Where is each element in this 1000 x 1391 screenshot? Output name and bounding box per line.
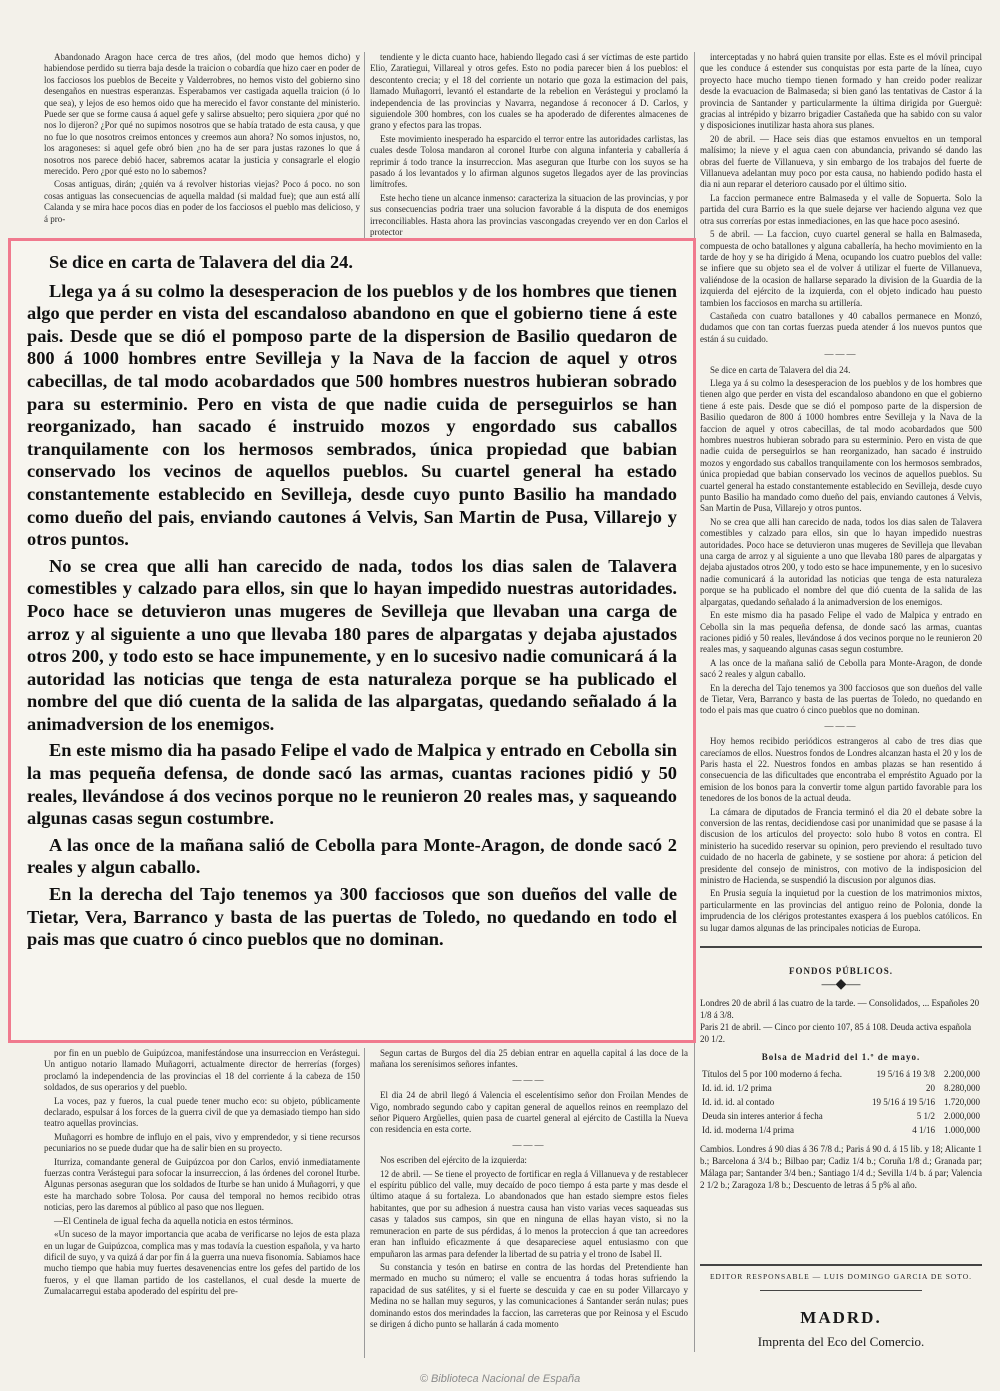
paragraph: Su constancia y tesón en batirse en contra de las hordas del Pretendiente han mermado en mucho su número; el valle se encuentra á todas horas sufriendo la rapacidad de sus satélites, y si el fuerte se descuida y cae en su poder Villarcayo y Medina no se hallan muy seguros, y las comunicaciones á Santander serán nulas; pues dominando estos dos merindades la faccion, las carreteras que por Reinosa y el Escudo se dirigen á dicho punto se hallarán á cada momento	[370, 1261, 688, 1329]
table-cell: Id. id. id. al contado	[702, 1097, 775, 1107]
table-cell: 19 5/16 á 19 3/8	[876, 1069, 936, 1079]
section-rule	[760, 1290, 922, 1291]
table-cell: 8.280,000	[944, 1083, 980, 1093]
paragraph: El dia 24 de abril llegó á Valencia el escelentísimo señor don Froilan Mendes de Vigo, nombrado segundo cabo y capitan general de aquellos reinos en reemplazo del señor Piquero Argüelles, quien pasa de cuartel general al ejército de Castilla la Nueva con residencia en esta corte.	[370, 1090, 688, 1135]
article-paragraph: No se crea que alli han carecido de nada, todos los dias salen de Talavera comestibles y calzado para ellos, sin que lo hayan impedido nuestras autoridades. Poco hace se detuvieron unas mugeres de Sevilleja que llevaban una carga de arroz y al siguiente a uno que llevaba 180 pares de alpargatas y dejaba ajustados otros 200, y todo esto se hace impunemente, y en lo sucesivo nadie comunicará á la autoridad las noticias que tenga de esta naturaleza porque se ha publicado el nombre del que dió cuenta de la salida de las alpargatas, quedando señalado á la animadversion de los enemigos.	[27, 555, 677, 734]
table-row	[700, 1067, 982, 1081]
section-divider: ———	[824, 349, 858, 360]
table-cell: 2.000,000	[944, 1111, 980, 1121]
paragraph: A las once de la mañana salió de Cebolla para Monte-Aragon, de donde sacó 2 reales y algun caballo.	[700, 657, 982, 680]
paragraph: La cámara de diputados de Francia terminó el dia 20 el debate sobre la conversion de las rentas, decidiendose casi por unanimidad que se pasase á la discusion de los artículos del proyecto: solo hubo 8 votos en contra. El ministerio ha sucedido reservar su opinion, pero previendo el resultado tuvo cuidado de no hacerla de gabinete, y se sostiene por ahora: á peticion del presidente del consejo de ministros, con motivo de la indisposicion del ministro de Hacienda, se suspendió la discusion por algunos dias.	[700, 806, 982, 886]
table-cell: Títulos del 5 por 100 moderno á fecha.	[702, 1069, 842, 1079]
fondos-title: FONDOS PÚBLICOS.	[788, 966, 893, 976]
paragraph: Este hecho tiene un alcance inmenso: caracteriza la situacion de las provincias, y por sus consecuencias podria traer una solucion favorable á la disputa de dos enemigos irreconciliables. Hasta ahora las provincias vascongadas creyendo ver en don Carlos el protector	[370, 192, 688, 238]
bolsa-title: Bolsa de Madrid del 1.º de mayo.	[761, 1052, 921, 1062]
editor-line: EDITOR RESPONSABLE — LUIS DOMINGO GARCIA DE SOTO.	[709, 1272, 973, 1281]
paragraph: Abandonado Aragon hace cerca de tres años, (del modo que hemos dicho) y habiendose perdido su tierra baja desde la traicion o cobardía que hizo caer en poder de los facciosos los pueblos de Beceite y Valderrobres, no hemos visto del gobierno sino desengaños en nuestras esperanzas. Esperabamos ver castigada aquella traicion (ó lo que sea), y lejos de eso hemos oido que ha merecido el favor constante del ministerio. Puede ser que se forme causa á aquel gefe y salirse absuelto; pero siquiera ¿por qué no nos lo dijeron? ¿Por qué no supimos nosotros que se había tratado de esta causa, y que no fue lo que nosotros creimos entonces y creemos aun ahora? No somos injustos, no, los aragoneses: si aquel gefe obró bien ¿no ha de ser para justas razones lo que á nosotros nos parece debió hacer, sabremos acatar la justicia y consagrarle el elogio merecido. Pero ¿por qué esto no lo sabemos?	[44, 52, 360, 177]
paragraph: 12 de abril. — Se tiene el proyecto de fortificar en regla á Villanueva y de restablecer el espíritu público del valle, muy decaído de poco tiempo á esta parte y mas desde el último ataque á su fortaleza. Lo abandonados que han estado siempre estos fieles habitantes, que por su adhesion á nuestra causa han visto varias veces saqueadas sus casas y talados sus campos, sin que en ninguna de ellas hayan visto, si no la remuneracion en parte de sus pérdidas, á lo menos la proteccion á que tan acreedores eran han influido eficazmente á que desapareciese aquel entusiasmo con que empuñaron las armas para defender la libertad de su patria y el trono de Isabel II.	[370, 1168, 688, 1259]
paragraph: 5 de abril. — La faccion, cuyo cuartel general se halla en Balmaseda, compuesta de ocho batallones y alguna caballería, ha hecho movimiento en la tarde de hoy y se ha dirigido á Mena, ocupando los cuatro pueblos del valle: se infiere que su objeto sea el de volver á utilizar el fuerte de Villanueva, valiéndose de la ocasion de hallarse separado la division de la Guardia de la izquierda del ejército de la izquierda, con el objeto indicado hau puesto tambien los facciosos en marcha su artillería.	[700, 229, 982, 308]
column-3	[700, 52, 982, 932]
table-cell: 2.200,000	[944, 1069, 980, 1079]
paragraph: Este movimiento inesperado ha esparcido el terror entre las autoridades carlistas, las cuales desde Tolosa mandaron al coronel Iturbe con alguna infanteria y caballería á reprimir á todo trance la insurreccion. Mas aseguran que Iturbe con los suyos se ha pasado á los levantados y lo afirman algunos sugetos llegados ayer de las provincias limítrofes.	[370, 133, 688, 190]
column-2-top	[370, 52, 688, 252]
column-rule	[364, 1048, 365, 1358]
paragraph: tendiente y le dicta cuanto hace, habiendo llegado casi á ser víctimas de este partido Elio, Zaratiegui, Villareal y otros gefes. Esto no podia parecer bien á los pueblos: el descontento crecia; y el 18 del corriente un notario que goza la estimacion del pais, llamado Muñagorri, levantó el estandarte de la rebelion en Verástegui y proclamó la independencia de las provincias y Navarra, negandose á reconocer á D. Carlos, y siguiendole 300 hombres, con los cuales se ha apoderado de diferentes almacenes de grano y efectos para las tropas.	[370, 52, 688, 131]
section-divider: ———	[512, 1074, 546, 1085]
ornament-icon: —◆—	[821, 977, 861, 992]
paragraph: Se dice en carta de Talavera del dia 24.	[710, 364, 851, 375]
fondos-publicos-section	[700, 955, 982, 1255]
article-paragraph: A las once de la mañana salió de Cebolla para Monte-Aragon, de donde sacó 2 reales y algun caballo.	[27, 834, 677, 878]
table-cell: 4 1/16	[912, 1125, 936, 1135]
paragraph: Muñagorri es hombre de influjo en el pais, vivo y emprendedor, y si tiene recursos pecuniarios no se puede dudar que ha de salir bien en su proyecto.	[44, 1131, 360, 1154]
paragraph: En este mismo dia ha pasado Felipe el vado de Malpica y entrado en Cebolla sin la mas pequeña defensa, de donde sacó las armas, cuantas raciones pidió y 50 reales, llevándose á dos vecinos porque no le reunieron 20 reales mas, y saqueando algunas casas segun costumbre.	[700, 610, 982, 655]
paragraph: Iturriza, comandante general de Guipúzcoa por don Carlos, envió inmediatamente fuerzas contra Verástegui para sofocar la insurreccion, á las órdenes del coronel Iturbe. Algunas personas aseguran que los soldados de Iturbe se han unido á Muñagorri, y que este ha marchado sobre Tolosa. Por causa del temporal no hemos recibido otras noticias, pero las daremos al público al paso que nos lleguen.	[44, 1156, 360, 1213]
paragraph: «Un suceso de la mayor importancia que acaba de verificarse no lejos de esta plaza en un lugar de Guipúzcoa, complica mas y mas todavía la cuestion española, y va harto dificil de suyo, y va quizá á dar por fin á la guerra una nueva fisonomía. Sabiamos hace mucho tiempo que habia muy fuertes desavenencias entre los gefes del partido de los fueros, y el que llaman partido de los castellanos, el cual desde la muerte de Zumalacarregui estaba apoderado del espíritu del pre-	[44, 1229, 360, 1297]
paragraph: En la derecha del Tajo tenemos ya 300 facciosos que son dueños del valle de Tietar, Vera, Barranco y basta de las puertas de Toledo, no quedando en todo el pais mas que cuatro ó cinco pueblos que no dominan.	[700, 682, 982, 716]
table-row	[700, 1123, 982, 1137]
paragraph: Nos escriben del ejército de la izquierda:	[380, 1155, 527, 1166]
paragraph: Segun cartas de Burgos del dia 25 debian entrar en aquella capital á las doce de la mañana los serenísimos señores infantes.	[370, 1048, 688, 1070]
table-cell: 1.720,000	[944, 1097, 980, 1107]
table-row	[700, 1081, 982, 1095]
section-rule	[700, 1264, 982, 1266]
column-1-bottom	[44, 1048, 360, 1368]
quotes-table	[700, 1067, 982, 1137]
paragraph: Cosas antiguas, dirán; ¿quién va á revolver historias viejas? Poco á poco. no son cosas antiguas las consecuencias de aquella maldad (si maldad fue); que aun está allí Calanda y se mira hace pocos dias en poder de los facciosos el pueblo mas delicioso, y á pro-	[44, 179, 360, 224]
table-cell: 1.000,000	[944, 1125, 980, 1135]
paragraph: Hoy hemos recibido periódicos estrangeros al cabo de tres dias que carecíamos de ellos. Nuestros fondos de Londres alcanzan hasta el 20 y los de Paris hasta el 22. Nuestros fondos en ambas plazas se han resentido á consecuencia de las dificultades que encontraba el empréstito Aguado por la emision de los bonos para la convertir tome algun partido favorable para los tenedores de los bonos de la actual deuda.	[700, 736, 982, 804]
column-rule	[364, 52, 365, 242]
city-imprint: MADRD.	[800, 1308, 882, 1327]
paragraph: En Prusia seguía la inquietud por la cuestion de los matrimonios mixtos, particularmente en las provincias del antiguo reino de Polonia, donde la imprudencia de los clérigos protestantes exaspera á los pueblos católicos. En su lugar damos algunas de las principales noticias de Europa.	[700, 888, 982, 932]
paragraph: La faccion permanece entre Balmaseda y el valle de Sopuerta. Solo la partida del cura Barrio es la que suele dejarse ver haciendo alguna vez que otra sus correrías por estas inmediaciones, en las que hace poco asesinó.	[700, 192, 982, 226]
cambios-text: Cambios. Londres á 90 dias á 36 7/8 d.; Paris á 90 d. á 15 lib. y 18; Alicante 1 b.; Barcelona á 3/4 b.; Bilbao par; Cadiz 1/4 b.; Coruña 1/8 d.; Granada par; Málaga par; Santander 3/4 ben.; Santiago 1/4 d.; Sevilla 1/4 b. á par; Valencia 2 1/2 b.; Zaragoza 1/8 b.; Descuento de letras á 5 p% al año.	[700, 1144, 982, 1190]
paragraph: 20 de abril. — Hace seis dias que estamos envueltos en un temporal malísimo; la nieve y el agua caen con abundancia, privando sé dando las obras del fuerte de Villanueva, y sin embargo de los trabajos del fuerte de Villanueva adelantan muy poco por esta causa, no habiendo podido hasta el dia ni aun reparar el deterioro causado por el último sitio.	[700, 133, 982, 190]
section-divider: ———	[824, 720, 858, 731]
table-row	[700, 1109, 982, 1123]
table-cell: Id. id. moderna 1/4 prima	[702, 1125, 794, 1135]
column-1-top	[44, 52, 360, 252]
paragraph: Castañeda con cuatro batallones y 40 caballos permanece en Monzó, dudamos que con tan cortas fuerzas pueda atender á los nuevos puntos que están á su cuidado.	[700, 310, 982, 344]
section-divider: ———	[512, 1139, 546, 1150]
table-cell: 19 5/16 á 19 5/16	[872, 1097, 936, 1107]
section-rule	[700, 946, 982, 948]
paragraph: La voces, paz y fueros, la cual puede tener mucho eco: su objeto, públicamente declarado, espulsar á los forces de la guerra civil de que ya demasiado tiempo han sido teatro aquellas provincias.	[44, 1095, 360, 1129]
zoomed-article-highlight	[8, 238, 696, 1043]
column-2-bottom	[370, 1048, 688, 1368]
article-paragraph: En la derecha del Tajo tenemos ya 300 facciosos que son dueños del valle de Tietar, Vera, Barranco y basta de las puertas de Toledo, no quedando en todo el pais mas que cuatro ó cinco pueblos que no dominan.	[27, 884, 677, 950]
paragraph: Llega ya á su colmo la desesperacion de los pueblos y de los hombres que tienen algo que perder en vista del escandaloso abandono en que el gobierno tiene á este pais. Desde que se dió el pomposo parte de la dispersion de Basilio quedaron de 800 á 1000 hombres entre Sevilleja y la Nava de la faccion de aquel y otros cabecillas, de tal modo acobardados que 500 hombres nuestros hubieran sobrado para su esterminio. Pero en vista de que nadie cuida de perseguirlos se han reorganizado, han sacado é instruido mozos y engordado sus caballos tranquilamente con los hermosos sembrados, única propiedad que babian conservado los vecinos de aquellos pueblos. Su cuartel general ha estado constantemente establecido en Sevilleja, desde cuyo punto Basilio ha mandado como dueño del pais, enviando cautones á Velvis, San Martin de Pusa, Villarejo y otros puntos.	[700, 377, 982, 514]
article-paragraph: Llega ya á su colmo la desesperacion de los pueblos y de los hombres que tienen algo que perder en vista del escandaloso abandono en que el gobierno tiene á este pais. Desde que se dió el pomposo parte de la dispersion de Basilio quedaron de 800 á 1000 hombres entre Sevilleja y la Nava de la faccion de aquel y otros cabecillas, de tal modo acobardados que 500 hombres nuestros hubieran sobrado para su esterminio. Pero en vista de que nadie cuida de perseguirlos se han reorganizado, han sacado é instruido mozos y engordado sus caballos tranquilamente con los hermosos sembrados, única propiedad que babian conservado los vecinos de aquellos pueblos. Su cuartel general ha estado constantemente establecido en Sevilleja, desde cuyo punto Basilio ha mandado como dueño del pais, enviando cautones á Velvis, San Martin de Pusa, Villarejo y otros puntos.	[27, 280, 677, 550]
paragraph: —El Centinela de igual fecha da aquella noticia en estos términos.	[54, 1215, 294, 1226]
table-cell: Deuda sin interes anterior á fecha	[702, 1111, 823, 1121]
article-paragraph: En este mismo dia ha pasado Felipe el vado de Malpica y entrado en Cebolla sin la mas pequeña defensa, de donde sacó las armas, cuantas raciones pidió y 50 reales, llevándose á dos vecinos porque no le reunieron 20 reales mas, y saqueando algunas casas segun costumbre.	[27, 740, 677, 829]
table-row	[700, 1095, 982, 1109]
printer-imprint: Imprenta del Eco del Comercio.	[757, 1334, 925, 1349]
paragraph: interceptadas y no habrá quien transite por ellas. Este es el móvil principal que les conduce á estender sus conquistas por esta parte de la línea, cuyo proyecto hace mucho tiempo tienen formado y han creido poder realizar desde la evacuacion de Balmaseda; si bien ganó las tentativas de Castor á la provincia de Santander y particularmente la última dirigida por Guerguè: gracias al intrépido y bizarro brigadier Castañeda que ha sabido con su valor y disposiciones inutilizar hasta ahora sus planes.	[700, 52, 982, 131]
table-cell: Id. id. id. 1/2 prima	[702, 1083, 772, 1093]
paragraph: No se crea que alli han carecido de nada, todos los dias salen de Talavera comestibles y calzado para ellos, sin que lo hayan impedido nuestras autoridades. Poco hace se detuvieron unas mugeres de Sevilleja que llevaban una carga de arroz y al siguiente a uno que llevaba 180 pares de alpargatas y dejaba ajustados otros 200, y todo esto se hace impunemente, y en lo sucesivo nadie comunicará á la autoridad las noticias que tenga de esta naturaleza porque se ha publicado el nombre del que dió cuenta de la salida de las alpargatas, quedando señalado á la animadversion de los enemigos.	[700, 516, 982, 607]
table-cell: 5 1/2	[916, 1111, 936, 1121]
copyright-footer: © Biblioteca Nacional de España	[419, 1373, 581, 1385]
london-quotes: Londres 20 de abril á las cuatro de la tarde. — Consolidados, ... Españoles 20 1/8 á 3/8.	[700, 998, 980, 1020]
table-cell: 20	[926, 1083, 936, 1093]
article-heading: Se dice en carta de Talavera del dia 24.	[49, 252, 353, 272]
paragraph: por fin en un pueblo de Guipúzcoa, manifestándose una insurreccion en Verástegui. Un antiguo notario llamado Muñagorri, actualmente director de herrerías (forges) proclamó la independencia de las provincias el 18 del corriente á la cabeza de 150 soldados, de sus operarios y del pueblo.	[44, 1048, 360, 1093]
paris-quotes: Paris 21 de abril. — Cinco por ciento 107, 85 á 108. Deuda activa española 20 1/2.	[700, 1022, 972, 1044]
